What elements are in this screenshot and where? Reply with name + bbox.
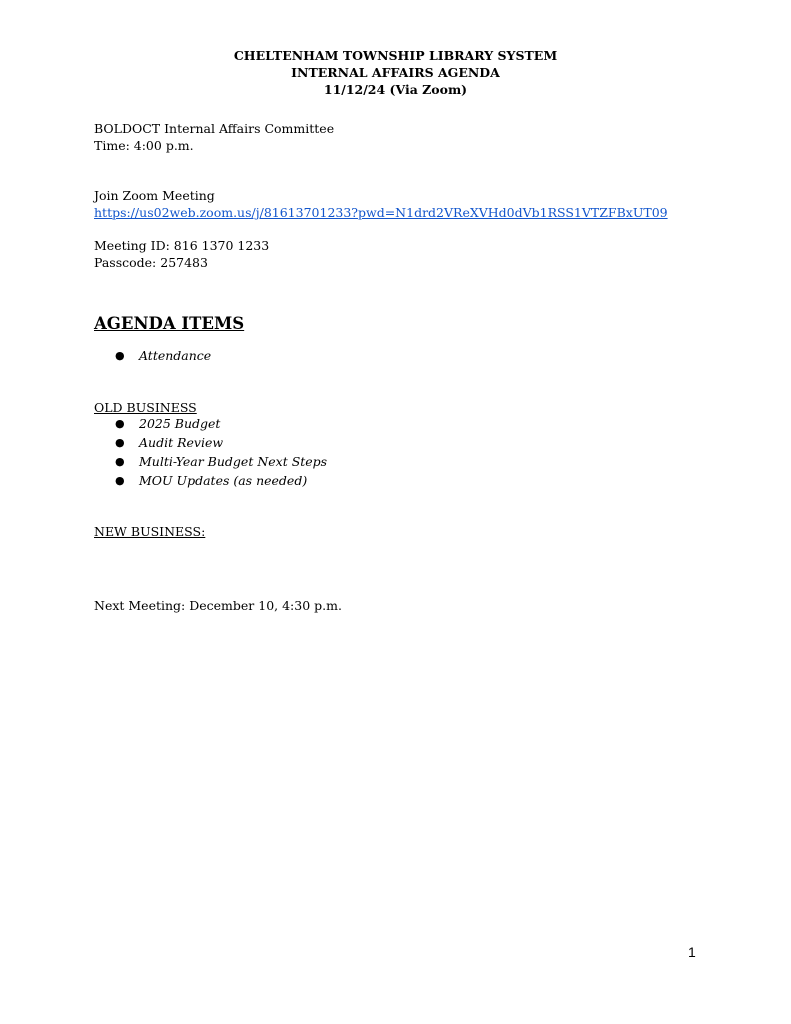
list-item-label: Attendance xyxy=(139,348,212,363)
next-meeting: Next Meeting: December 10, 4:30 p.m. xyxy=(94,598,342,613)
list-item-label: Multi-Year Budget Next Steps xyxy=(139,454,328,469)
bullet-icon: ● xyxy=(115,349,125,362)
list-item-label: Audit Review xyxy=(139,435,224,450)
old-business-heading: OLD BUSINESS xyxy=(94,400,197,415)
agenda-items-heading: AGENDA ITEMS xyxy=(94,314,245,333)
agenda-title: INTERNAL AFFAIRS AGENDA xyxy=(291,65,500,80)
bullet-icon: ● xyxy=(115,474,125,487)
page-number: 1 xyxy=(688,944,696,960)
new-business-heading: NEW BUSINESS: xyxy=(94,524,206,539)
meeting-id: Meeting ID: 816 1370 1233 xyxy=(94,238,270,253)
join-zoom-label: Join Zoom Meeting xyxy=(94,188,215,203)
committee-name: BOLDOCT Internal Affairs Committee xyxy=(94,121,335,136)
bullet-icon: ● xyxy=(115,436,125,449)
list-item-label: MOU Updates (as needed) xyxy=(139,473,308,488)
zoom-link[interactable]: https://us02web.zoom.us/j/81613701233?pwd=N1drd2VReXVHd0dVb1RSS1VTZFBxUT09 xyxy=(94,205,668,220)
bullet-icon: ● xyxy=(115,417,125,430)
passcode: Passcode: 257483 xyxy=(94,255,208,270)
meeting-time: Time: 4:00 p.m. xyxy=(94,138,194,153)
meeting-date: 11/12/24 (Via Zoom) xyxy=(323,82,468,97)
organization-title: CHELTENHAM TOWNSHIP LIBRARY SYSTEM xyxy=(233,48,558,63)
bullet-icon: ● xyxy=(115,455,125,468)
list-item-label: 2025 Budget xyxy=(139,416,221,431)
document-header xyxy=(0,47,791,98)
